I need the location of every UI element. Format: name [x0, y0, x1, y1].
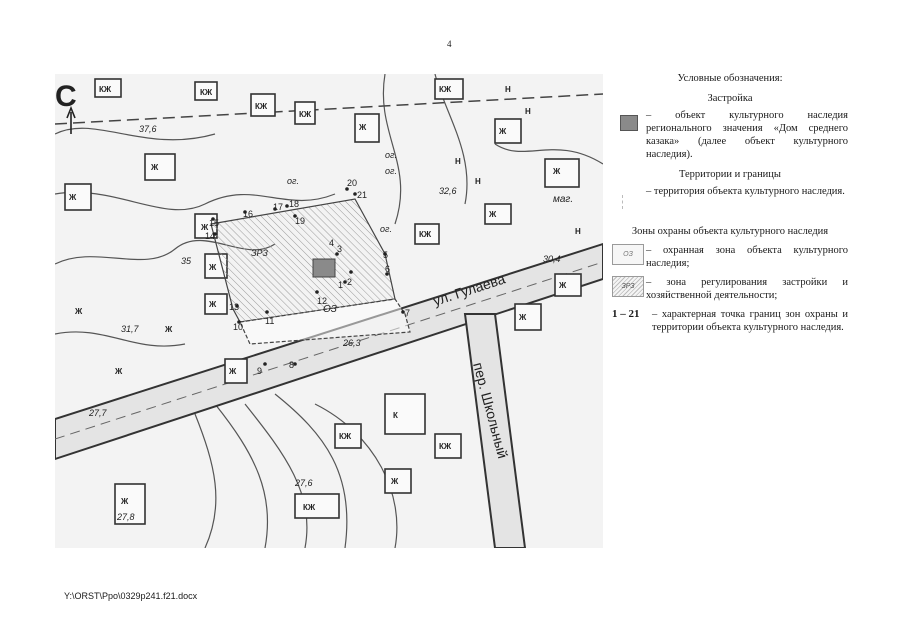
building-label: Ж — [391, 477, 399, 486]
elevation-label: 27,8 — [117, 512, 135, 522]
building-label: КЖ — [439, 442, 452, 451]
point-label: 9 — [257, 366, 263, 376]
point-label: 8 — [289, 360, 295, 370]
point-label: 19 — [295, 216, 306, 226]
building-label: Ж — [75, 307, 83, 316]
legend-title: Условные обозначения: — [677, 73, 783, 84]
elevation-label: 27,7 — [89, 408, 107, 418]
legend-section-territories: Территории и границы — [679, 169, 781, 180]
legend-territory-text: – территория объекта культурного наследия. — [646, 186, 845, 197]
legend-section-zones: Зоны охраны объекта культурного наследия — [631, 226, 829, 237]
point-label: 1 — [338, 280, 344, 290]
street-label: пер. Школьный — [470, 360, 512, 461]
shop-label: маг. — [553, 194, 574, 205]
point-label: 7 — [405, 308, 411, 318]
building-label: КЖ — [303, 503, 316, 512]
building-label: КЖ — [200, 88, 213, 97]
building-label: Ж — [209, 263, 217, 272]
legend-oz-text: – охранная зона объекта культурного наследия; — [646, 245, 848, 269]
legend-row-territory — [612, 185, 848, 209]
building-label: К — [393, 411, 398, 420]
point-label: 14 — [205, 231, 216, 241]
building-label: Ж — [151, 163, 159, 172]
building-label: Ж — [121, 497, 129, 506]
zone-label-zrz: ЗРЗ — [251, 248, 268, 258]
heritage-object[interactable] — [313, 259, 335, 277]
building-label: Ж — [115, 367, 123, 376]
point-label: 20 — [347, 178, 358, 188]
building-label: Н — [525, 107, 531, 116]
point-label: 15 — [209, 218, 220, 228]
building-label: Ж — [69, 193, 77, 202]
elevation-label: 35 — [181, 256, 192, 266]
legend-section-buildings: Застройка — [707, 93, 753, 104]
elevation-label: 32,6 — [439, 186, 457, 196]
legend-row-oz — [612, 244, 848, 270]
map-canvas — [55, 74, 603, 548]
building-label: Ж — [209, 300, 217, 309]
building-label: Ж — [553, 167, 561, 176]
legend-row-zrz — [612, 276, 848, 302]
point-label: 17 — [273, 202, 284, 212]
point-label: 11 — [265, 316, 275, 326]
point-label: 12 — [317, 296, 328, 306]
page-number: 4 — [447, 39, 452, 49]
point-label: 13 — [229, 302, 240, 312]
building-label: Ж — [229, 367, 237, 376]
point-label: 18 — [289, 199, 300, 209]
point-label: 21 — [357, 190, 368, 200]
north-label: С — [55, 80, 77, 113]
building-label: КЖ — [439, 85, 452, 94]
land-label: ог. — [380, 224, 392, 234]
land-label: ог. — [287, 176, 299, 186]
building-label: Ж — [165, 325, 173, 334]
protection-zone-swatch: ОЗ — [612, 244, 644, 265]
building-label: Ж — [499, 127, 507, 136]
map-legend — [612, 72, 848, 334]
building-label: Н — [505, 85, 511, 94]
building-label: КЖ — [99, 85, 112, 94]
file-path-footer: Y:\ORST\Ppo\0329p241.f21.docx — [64, 591, 198, 601]
points-symbol: 1 – 21 — [612, 308, 640, 320]
elevation-label: 30,4 — [543, 254, 561, 264]
legend-row-object — [612, 109, 848, 161]
building-label: Ж — [201, 223, 209, 232]
elevation-label: 31,7 — [121, 324, 139, 334]
building-label: Ж — [519, 313, 527, 322]
building-label: Н — [455, 157, 461, 166]
point-label: 3 — [337, 244, 343, 254]
building-label: КЖ — [339, 432, 352, 441]
elevation-label: 37,6 — [139, 124, 157, 134]
point-label: 4 — [329, 238, 335, 248]
map-view[interactable] — [55, 74, 603, 548]
building-label: Ж — [489, 210, 497, 219]
building-label: КЖ — [299, 110, 312, 119]
street-label: ул. Гулаева — [430, 270, 508, 309]
legend-object-text: – объект культурного наследия регионального значения «Дом среднего казака» (далее объект культурного наследия). — [646, 110, 848, 160]
elevation-label: 26,3 — [343, 338, 361, 348]
regulation-zone-swatch: ЗРЗ — [612, 276, 644, 297]
building-label: Н — [475, 177, 481, 186]
point-label: 5 — [383, 250, 389, 260]
building-label: Ж — [359, 123, 367, 132]
building-label: Н — [575, 227, 581, 236]
point-label: 10 — [233, 322, 244, 332]
heritage-object-swatch — [620, 115, 638, 131]
building-label: КЖ — [255, 102, 268, 111]
land-label: ог. — [385, 166, 397, 176]
elevation-label: 27,6 — [295, 478, 313, 488]
legend-zrz-text: – зона регулирования застройки и хозяйственной деятельности; — [646, 277, 848, 301]
land-label: ог. — [385, 150, 397, 160]
legend-points-text: – характерная точка границ зон охраны и территории объекта культурного наследия. — [652, 309, 848, 333]
point-label: 2 — [347, 277, 353, 287]
territory-swatch — [622, 195, 633, 209]
point-label: 6 — [385, 264, 391, 274]
building-label: КЖ — [419, 230, 432, 239]
legend-row-points — [612, 308, 848, 334]
zone-label-oz: ОЗ — [323, 304, 337, 315]
building-label: Ж — [559, 281, 567, 290]
point-label: 16 — [243, 209, 254, 219]
